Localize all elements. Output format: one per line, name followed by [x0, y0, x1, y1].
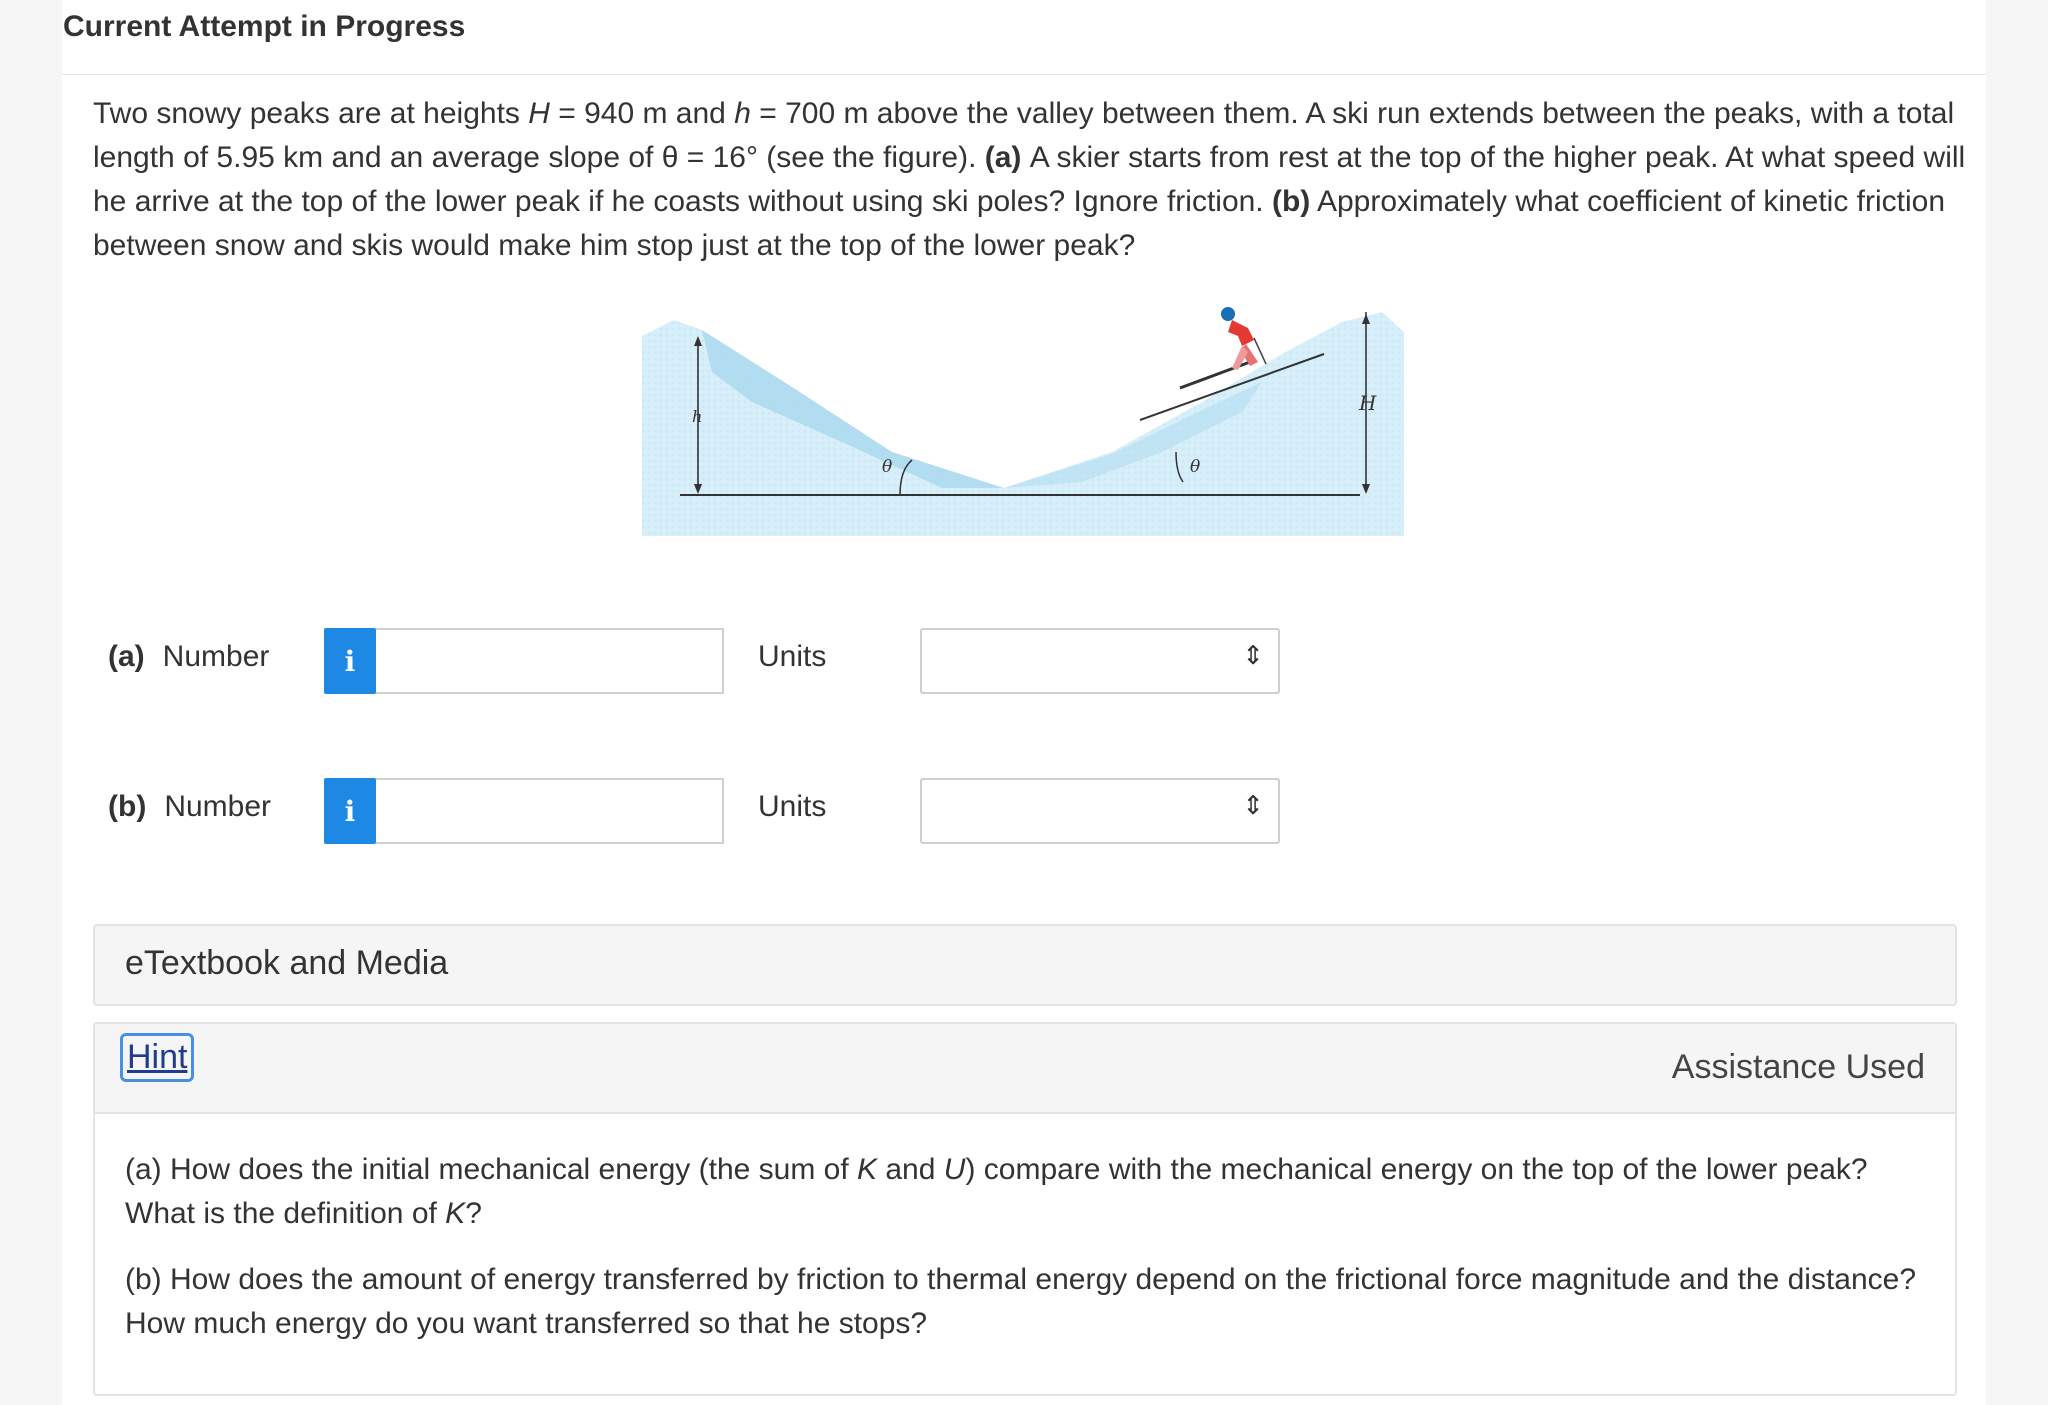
ski-peaks-figure	[642, 292, 1404, 536]
hint-b-text: (b) How does the amount of energy transferred by friction to thermal energy depend on the frictional force magnitude and the distance? How much energy do you want transferred so that he stops?	[125, 1263, 1917, 1340]
question-text: Two snowy peaks are at heights H = 940 m and h = 700 m above the valley between them. A ski run extends between the peaks, with a total length of 5.95 km and an average slope of θ = 16° (see the figure). (a) A skier starts from rest at the top of the higher peak. At what speed will he arrive at the top of the lower peak if he coasts without using ski poles? Ignore friction. (b) Approximately what coefficient of kinetic friction between snow and skis would make him stop just at the top of the lower peak?	[93, 97, 1966, 262]
H-label: H	[1359, 391, 1377, 415]
answer-b-label: (b) Number	[108, 790, 272, 823]
answer-b-units-select[interactable]	[920, 778, 1280, 844]
etextbook-panel[interactable]	[93, 924, 1957, 1006]
var-H: H	[528, 97, 550, 130]
hint-header	[95, 1024, 1955, 1114]
right-peak	[1004, 312, 1404, 488]
answer-b-units-label: Units	[758, 790, 827, 823]
var-h: h	[734, 97, 751, 130]
hint-body	[125, 1148, 1935, 1368]
part-a-marker: (a)	[984, 141, 1022, 174]
etextbook-title: eTextbook and Media	[125, 944, 449, 982]
answer-a-label: (a) Number	[108, 640, 270, 673]
select-chevron-icon: ⇕	[1242, 791, 1264, 821]
answer-b-number-input[interactable]	[376, 778, 724, 844]
theta-right-label: θ	[1190, 457, 1201, 477]
answer-a-units-select[interactable]	[920, 628, 1280, 694]
hint-panel	[93, 1022, 1957, 1396]
hint-a-text: (a) How does the initial mechanical energy (the sum of K and U) compare with the mechanical energy on the top of the lower peak? What is the definition of K?	[125, 1153, 1868, 1230]
answer-a-units-label: Units	[758, 640, 827, 673]
assistance-used-label: Assistance Used	[1671, 1048, 1925, 1086]
hint-link[interactable]: Hint	[123, 1036, 191, 1079]
select-chevron-icon: ⇕	[1242, 641, 1264, 671]
answer-a-number-input[interactable]	[376, 628, 724, 694]
h-label: h	[692, 407, 703, 426]
question-page	[62, 0, 1986, 1405]
attempt-header	[62, 0, 1986, 75]
theta-left-label: θ	[882, 457, 893, 477]
answer-b-info-button[interactable]: i	[324, 778, 376, 844]
answer-a-info-button[interactable]: i	[324, 628, 376, 694]
part-b-marker: (b)	[1271, 185, 1311, 218]
attempt-title: Current Attempt in Progress	[63, 10, 466, 43]
